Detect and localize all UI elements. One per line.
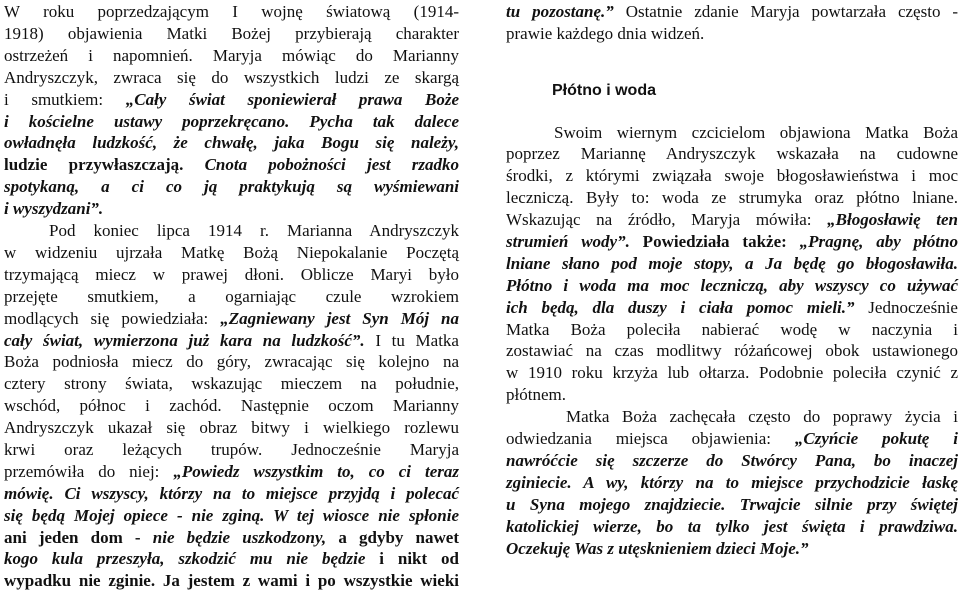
text-run: prawie każdego dnia widzeń. [506, 24, 705, 43]
text-line [506, 428, 958, 450]
text-line [506, 187, 958, 209]
text-line [506, 384, 958, 406]
text-line [4, 198, 459, 220]
quote-text: Płótno i woda ma moc leczniczą, aby wszyscy co używać [506, 276, 958, 295]
text-line [506, 319, 958, 341]
text-line [506, 494, 958, 516]
text-line [506, 23, 958, 45]
text-line [4, 176, 459, 198]
text-line [4, 23, 459, 45]
text-run: wschód, północ i zachód. Następnie oczom Marianny [4, 396, 459, 415]
text-line [4, 154, 459, 176]
quote-text: „Cały świat sponiewierał prawa Boże [125, 90, 459, 109]
text-line [4, 330, 459, 352]
quote-text: i wyszydzani”. [4, 199, 104, 218]
bold-text: ani jeden dom - [4, 528, 153, 547]
quote-text: kogo kula przeszyła, szkodzić mu nie będzie [4, 549, 366, 568]
bold-text: a gdyby nawet [326, 528, 459, 547]
paragraph-first-line [554, 122, 958, 144]
text-line [4, 461, 459, 483]
text-line [4, 308, 459, 330]
quote-text: Ci wszyscy, którzy na to miejsce przyjdą i polecać [53, 484, 459, 503]
text-line [4, 89, 459, 111]
text-line [4, 242, 459, 264]
text-run: Boża podniosła miecz do góry, zwracając się kolejno na [4, 352, 459, 371]
text-line [506, 297, 958, 319]
text-run: w 1910 roku krzyża lub ołtarza. Podobnie poleciła czynić z [506, 363, 958, 382]
paragraph-first-line [566, 406, 958, 428]
text-line [506, 143, 958, 165]
text-line [4, 505, 459, 527]
text-run: Matka Boża zachęcała często do poprawy życia i [566, 407, 958, 426]
quote-text: zginiecie. A wy, którzy na to miejsce przychodzicie łaskę [506, 473, 958, 492]
text-line [4, 570, 459, 592]
quote-text: „Zagniewany jest Syn Mój na [220, 309, 459, 328]
text-run: modlących się powiedziała: [4, 309, 221, 328]
text-line [4, 439, 459, 461]
quote-text: Pycha tak dalece [289, 112, 459, 131]
text-run: Pod koniec lipca 1914 r. Marianna Andryszczyk [49, 221, 459, 240]
bold-text: ludzie przywłaszczają. [4, 155, 184, 174]
text-run: i smutkiem: [4, 90, 126, 109]
text-run: płótnem. [506, 385, 566, 404]
quote-text: W tej wiosce nie spłonie [264, 506, 460, 525]
quote-text: Cnota pobożności jest rzadko [183, 155, 460, 174]
quote-text: nie będzie uszkodzony, [152, 528, 327, 547]
quote-text: nawróćcie się szczerze do Stwórcy Pana, bo inaczej [506, 451, 958, 470]
text-run: przejęte smutkiem, a ogarniając czule wzrokiem [4, 287, 459, 306]
quote-text: „Powiedz wszystkim to, co ci teraz [173, 462, 459, 481]
text-run: W roku poprzedzającym I wojnę światową (1914- [4, 2, 459, 21]
text-line [4, 1, 459, 23]
text-run: zostawiać na czas modlitwy różańcowej obok ustawionego [506, 341, 958, 360]
text-line [4, 417, 459, 439]
text-line [506, 340, 958, 362]
quote-text: strumień wody”. [506, 232, 630, 251]
quote-text: „Pragnę, aby płótno [799, 232, 959, 251]
text-run: Matka Boża poleciła nabierać wodę w naczynia i [506, 320, 958, 339]
text-run: trzymającą miecz w prawej dłoni. Oblicze Maryi było [4, 265, 459, 284]
text-line [4, 111, 459, 133]
text-line [506, 253, 958, 275]
section-heading [552, 80, 958, 102]
text-line [506, 231, 958, 253]
quote-text: Oczekuję Was z utęsknieniem dzieci Moje.” [506, 539, 809, 558]
text-line [4, 351, 459, 373]
quote-text: lniane słano pod moje stopy, a Ja będę go błogosławiła. [506, 254, 958, 273]
quote-text: „Czyńcie pokutę i [794, 429, 958, 448]
text-run: Andryszczyk, zwraca się do wszystkich ludzi ze skargą [4, 68, 459, 87]
text-run: I tu Matka [364, 331, 459, 350]
text-line [4, 264, 459, 286]
bold-text: i nikt od [365, 549, 459, 568]
quote-text: się będą Mojej opiece - nie zginą. [4, 506, 265, 525]
text-run: środki, z którymi związała swoje błogosławieństwa i moc [506, 166, 958, 185]
text-line [4, 527, 459, 549]
quote-text: „Błogosławię ten [827, 210, 958, 229]
quote-text: cały świat, wymierzona już kara na ludzkość”. [4, 331, 365, 350]
text-run: 1918) objawienia Matki Bożej przybierają charakter [4, 24, 459, 43]
text-line [4, 132, 459, 154]
text-run: poprzez Mariannę Andryszczyk wskazała na cudowne [506, 144, 958, 163]
text-line [506, 209, 958, 231]
text-line [506, 165, 958, 187]
quote-text: katolickiej wierze, bo ta tylko jest święta i prawdziwa. [506, 517, 958, 536]
text-line [4, 45, 459, 67]
text-line [4, 483, 459, 505]
text-line [506, 275, 958, 297]
paragraph-first-line [49, 220, 459, 242]
quote-text: ich będą, dla duszy i ciała pomoc mieli.” [506, 298, 855, 317]
text-run: ostrzeżeń i napomnień. Maryja mówiąc do Marianny [4, 46, 459, 65]
text-line [506, 362, 958, 384]
quote-text: mówię. [4, 484, 54, 503]
text-run: krwi oraz leżących trupów. Jednocześnie Maryja [4, 440, 459, 459]
quote-text: u Syna mojego znajdziecie. Trwajcie silnie przy świętej [506, 495, 958, 514]
heading-text: Płótno i woda [552, 82, 656, 99]
text-line [4, 548, 459, 570]
quote-text: owładnęła ludzkość, że chwałę, jaka Bogu się należy, [4, 133, 459, 152]
text-line [4, 67, 459, 89]
text-run: Ostatnie zdanie Maryja powtarzała często - [613, 2, 958, 21]
text-run: Wskazując na źródło, Maryja mówiła: [506, 210, 828, 229]
text-run: przemówiła do niej: [4, 462, 174, 481]
text-run: Jednocześnie [854, 298, 958, 317]
quote-text: tu pozostanę.” [506, 2, 614, 21]
text-line [4, 395, 459, 417]
quote-text: i kościelne ustawy poprzekręcano. [4, 112, 290, 131]
text-run: leczniczą. Były to: woda ze strumyka oraz płótno lniane. [506, 188, 958, 207]
text-line [4, 373, 459, 395]
bold-text: Powiedziała także: [629, 232, 800, 251]
text-run: Andryszczyk ukazał się obraz bitwy i wielkiego rozlewu [4, 418, 459, 437]
text-line [506, 516, 958, 538]
text-run: Swoim wiernym czcicielom objawiona Matka Boża [554, 123, 958, 142]
text-line [506, 1, 958, 23]
text-run: odwiedzania miejsca objawienia: [506, 429, 795, 448]
text-line [506, 472, 958, 494]
bold-text: wypadku nie zginie. Ja jestem z wami i po wszystkie wieki [4, 571, 459, 590]
text-run: cztery strony świata, wskazując mieczem na południe, [4, 374, 459, 393]
text-line [506, 450, 958, 472]
quote-text: spotykaną, a ci co ją praktykują są wyśmiewani [4, 177, 459, 196]
text-run: w widzeniu ujrzała Matkę Bożą Niepokalanie Poczętą [4, 243, 459, 262]
text-line [4, 286, 459, 308]
text-line [506, 538, 958, 560]
